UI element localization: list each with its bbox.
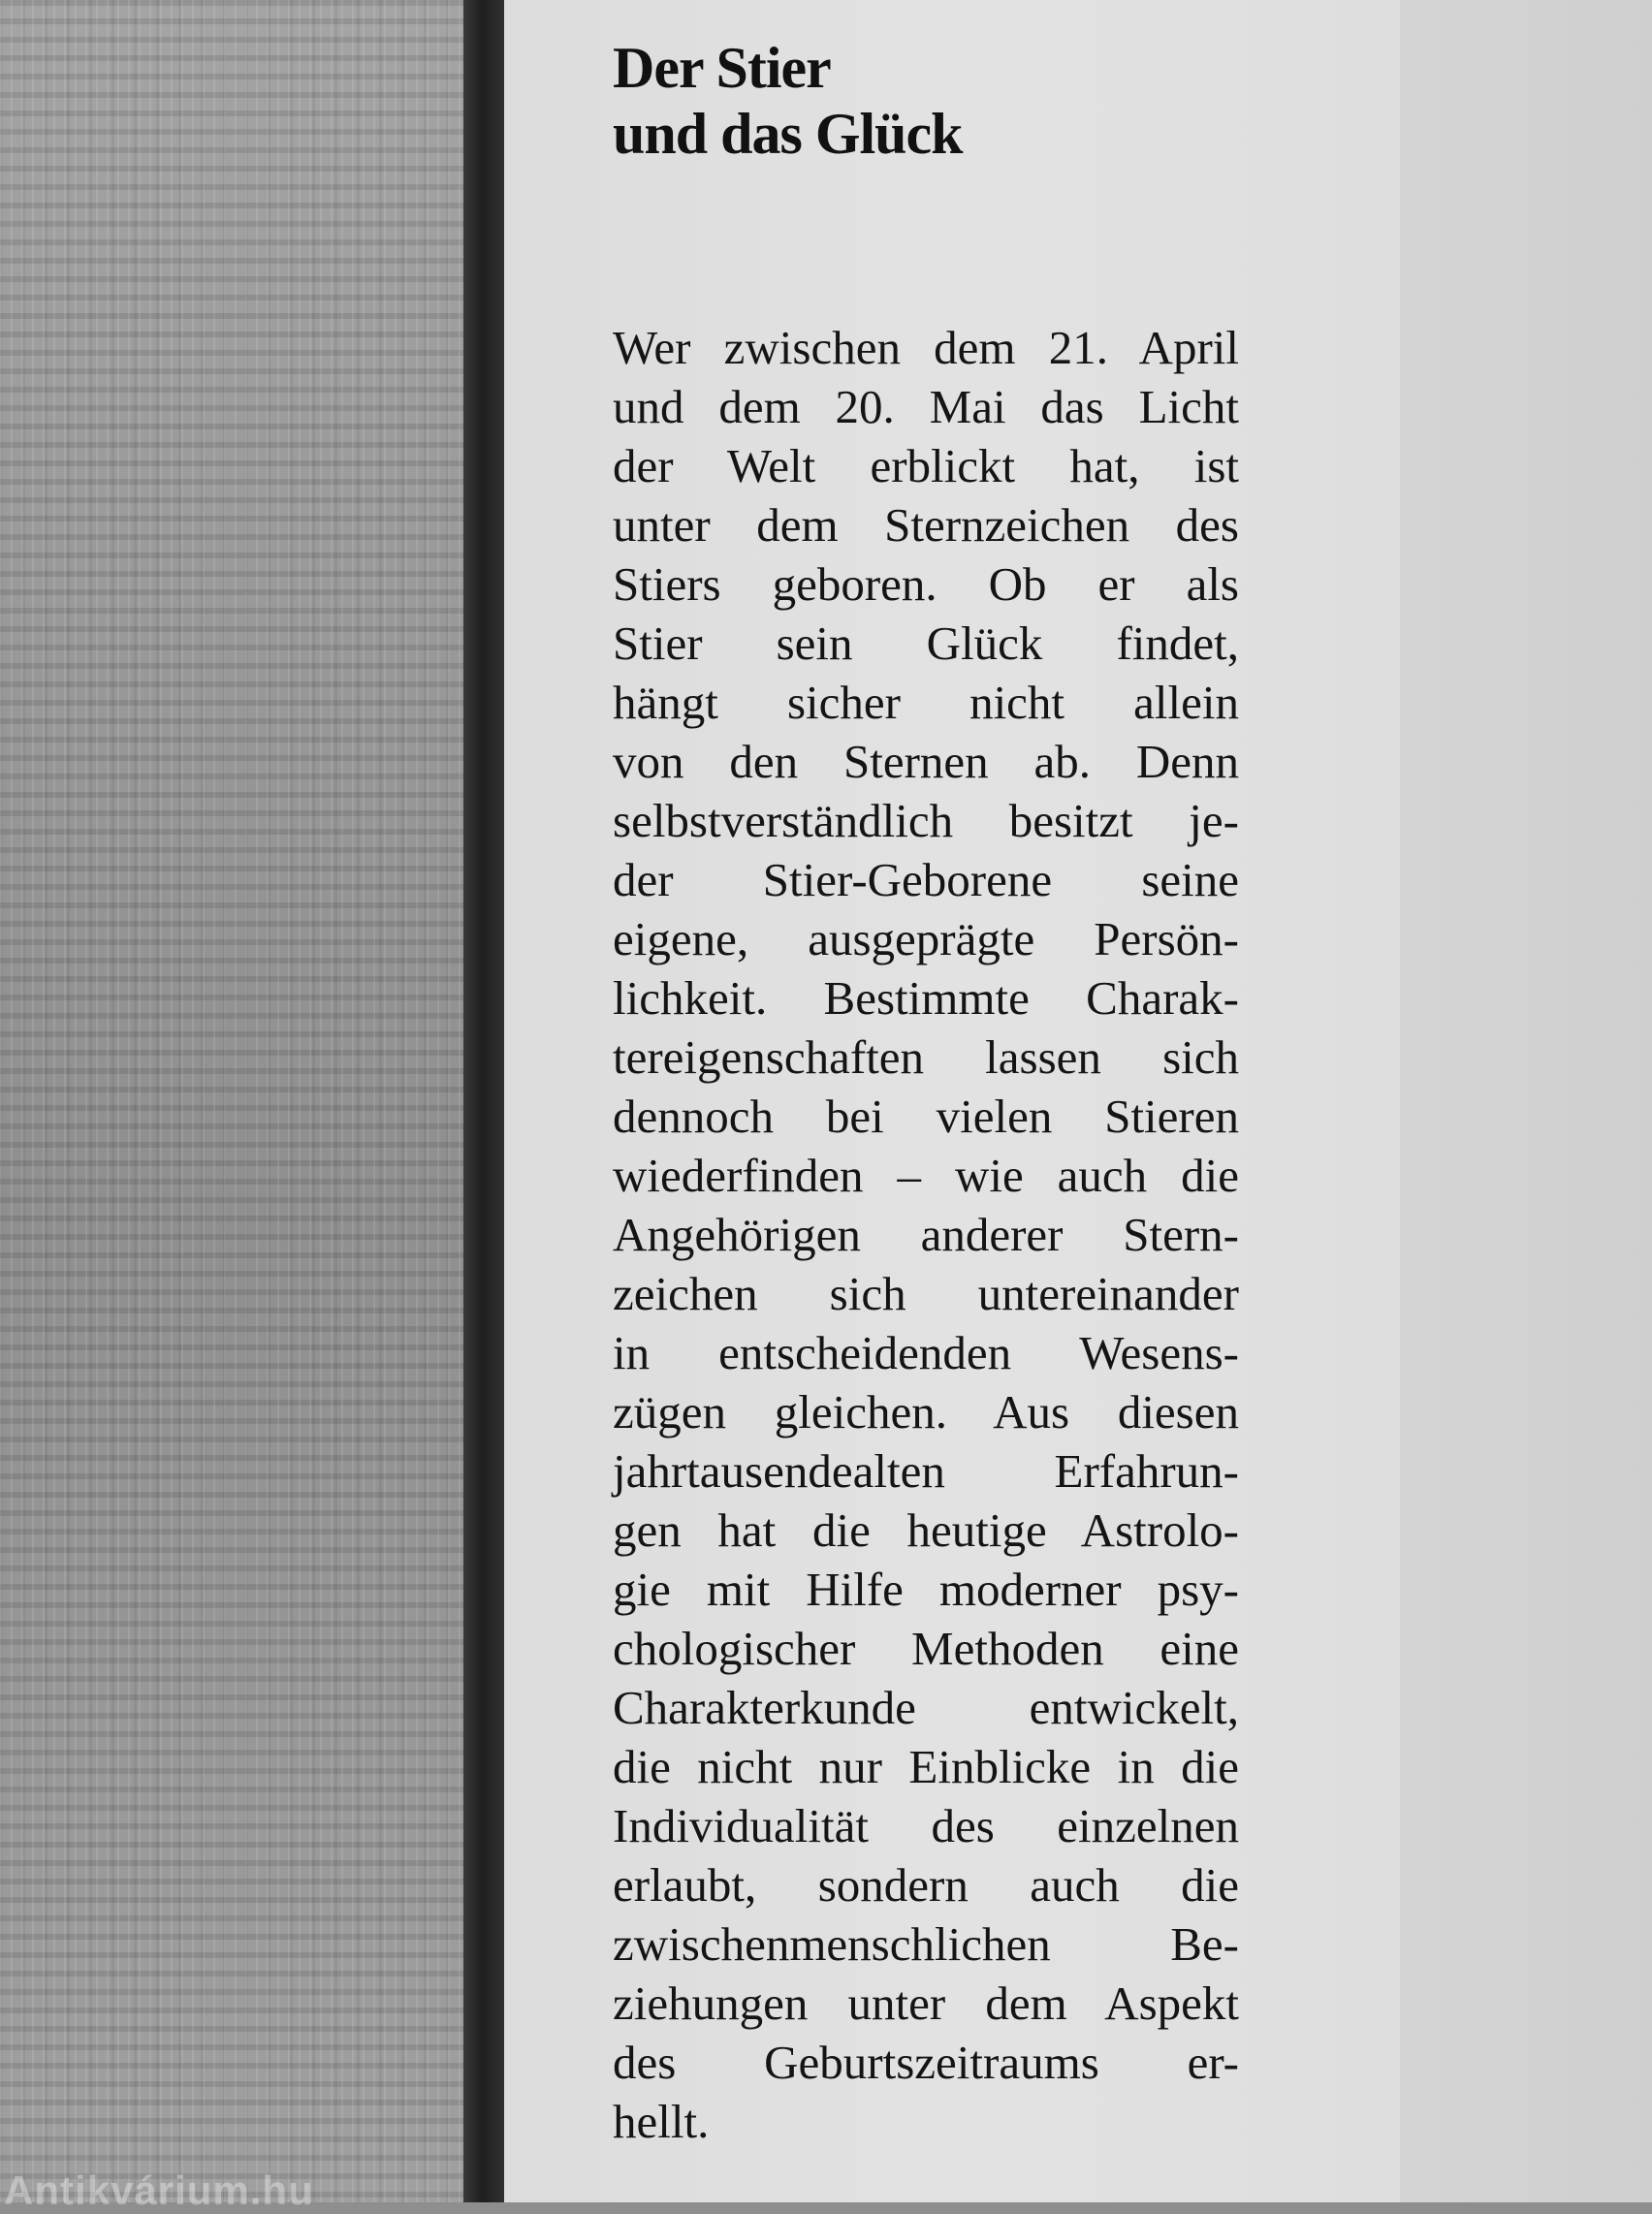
book-spine-shadow (463, 0, 504, 2202)
text-line: Wer zwischen dem 21. April (613, 321, 1239, 374)
text-line: unter dem Sternzeichen des (613, 498, 1239, 552)
text-line: selbstverständlich besitzt je- (613, 794, 1239, 847)
text-line: die nicht nur Einblicke in die (613, 1740, 1239, 1793)
book-cover-texture (0, 0, 463, 2213)
text-line: in entscheidenden Wesens- (613, 1326, 1239, 1379)
text-line: hängt sicher nicht allein (613, 676, 1239, 729)
text-line: gie mit Hilfe moderner psy- (613, 1563, 1239, 1616)
text-line: chologischer Methoden eine (613, 1622, 1239, 1675)
watermark: Antikvárium.hu (4, 2167, 314, 2213)
text-line: dennoch bei vielen Stieren (613, 1090, 1239, 1143)
text-line: gen hat die heutige Astrolo- (613, 1503, 1239, 1557)
text-line: lichkeit. Bestimmte Charak- (613, 971, 1239, 1025)
text-line: und dem 20. Mai das Licht (613, 380, 1239, 433)
title-line-1: Der Stier (613, 36, 831, 100)
text-line: des Geburtszeitraums er- (613, 2036, 1239, 2089)
text-line: erlaubt, sondern auch die (613, 1858, 1239, 1912)
title-line-2: und das Glück (613, 102, 963, 166)
text-line: hellt. (613, 2095, 710, 2148)
text-line: Stiers geboren. Ob er als (613, 557, 1239, 611)
text-line: der Welt erblickt hat, ist (613, 439, 1239, 492)
text-line: von den Sternen ab. Denn (613, 735, 1239, 788)
text-line: zwischenmenschlichen Be- (613, 1917, 1239, 1971)
text-line: zügen gleichen. Aus diesen (613, 1385, 1239, 1439)
page-title (613, 35, 1291, 167)
text-line: jahrtausendealten Erfahrun- (613, 1444, 1239, 1498)
body-paragraph (613, 318, 1239, 2151)
page-edge (1400, 0, 1652, 2202)
text-line: Individualität des einzelnen (613, 1799, 1239, 1852)
text-line: der Stier-Geborene seine (613, 853, 1239, 906)
text-line: wiederfinden – wie auch die (613, 1149, 1239, 1202)
text-line: tereigenschaften lassen sich (613, 1030, 1239, 1084)
text-line: Angehörigen anderer Stern- (613, 1208, 1239, 1261)
text-line: eigene, ausgeprägte Persön- (613, 912, 1239, 965)
text-line: Stier sein Glück findet, (613, 617, 1239, 670)
text-line: ziehungen unter dem Aspekt (613, 1977, 1239, 2030)
text-line: Charakterkunde entwickelt, (613, 1681, 1239, 1734)
text-line: zeichen sich untereinander (613, 1267, 1239, 1320)
